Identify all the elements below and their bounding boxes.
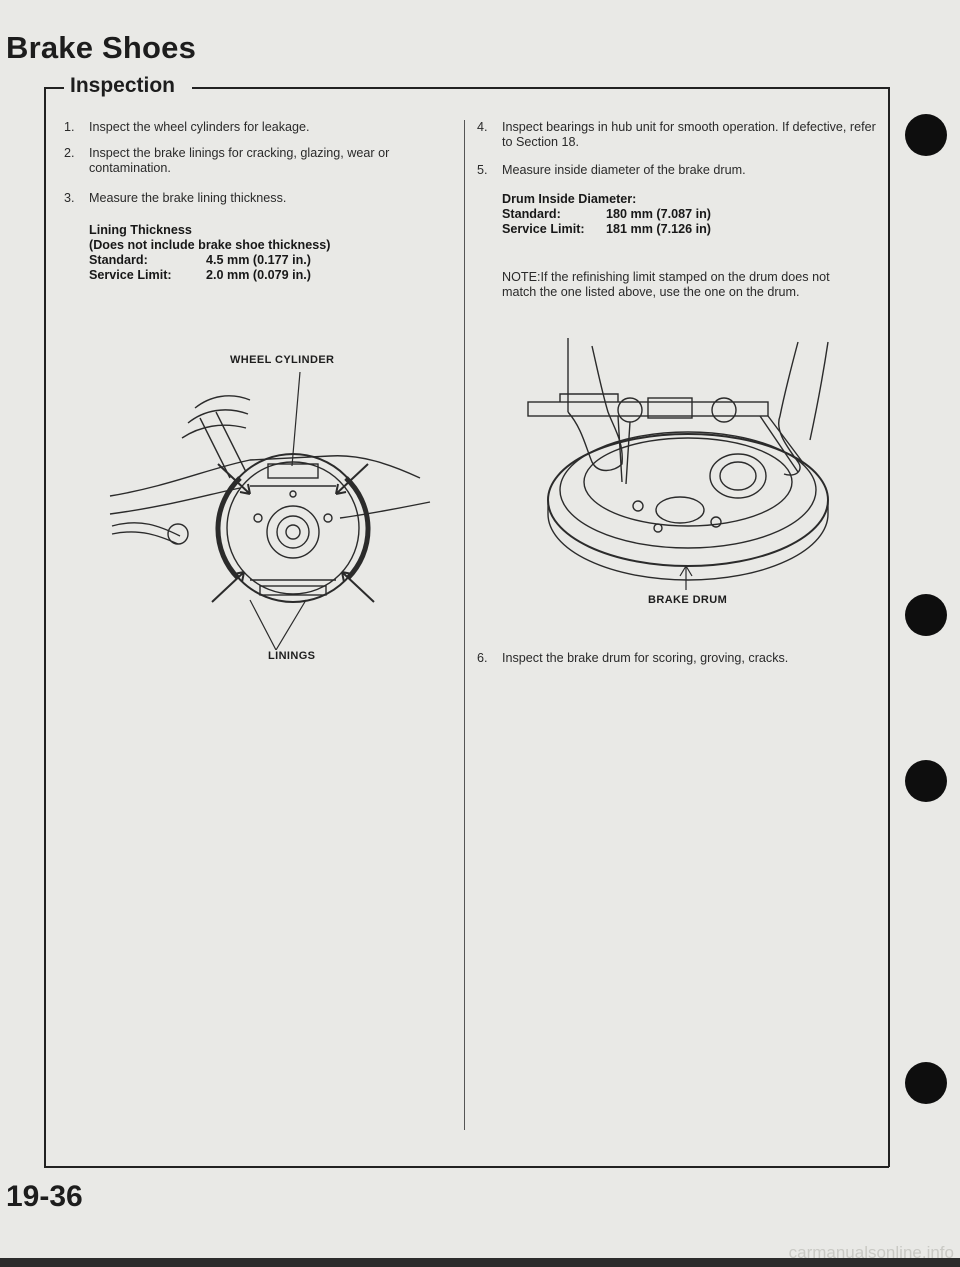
watermark: carmanualsonline.info <box>788 1243 954 1262</box>
step-text: Inspect the brake linings for cracking, glazing, wear or contamination. <box>89 146 390 175</box>
step-number: 4. <box>477 120 488 134</box>
refinishing-note: NOTE:If the refinishing limit stamped on the drum does not match the one listed above, use the one on the drum. <box>502 270 830 299</box>
label-wheel-cylinder: WHEEL CYLINDER <box>230 354 335 366</box>
step-number: 3. <box>64 191 75 205</box>
spec-label: Service Limit: <box>502 222 585 236</box>
spec-row-standard <box>502 207 877 222</box>
step-number: 1. <box>64 120 75 134</box>
left-column <box>64 120 452 320</box>
binder-hole-dot <box>905 760 947 802</box>
spec-label: Standard: <box>502 207 561 221</box>
frame-top-right <box>192 87 889 89</box>
spec-value: 4.5 mm (0.177 in.) <box>206 253 311 267</box>
spec-label: Standard: <box>89 253 148 267</box>
step-text: Inspect the brake drum for scoring, groving, cracks. <box>502 651 789 665</box>
lining-spec <box>89 223 454 283</box>
step-number: 6. <box>477 651 488 665</box>
step-number: 2. <box>64 146 75 160</box>
binder-hole-dot <box>905 594 947 636</box>
section-title: Inspection <box>70 74 176 97</box>
label-brake-drum: BRAKE DRUM <box>648 594 728 606</box>
spec-row-service-limit <box>502 222 877 237</box>
binder-hole-dot <box>905 1062 947 1104</box>
page-number: 19-36 <box>6 1180 83 1213</box>
brake-drum-illustration <box>498 332 858 590</box>
spec-label: Service Limit: <box>89 268 172 282</box>
spec-note: (Does not include brake shoe thickness) <box>89 238 331 252</box>
step-6 <box>477 651 877 667</box>
right-column <box>477 120 877 320</box>
step-text: Inspect the wheel cylinders for leakage. <box>89 120 310 134</box>
frame-right <box>888 87 890 1167</box>
spec-row-standard <box>89 253 454 268</box>
page-title: Brake Shoes <box>6 30 197 65</box>
spec-value: 2.0 mm (0.079 in.) <box>206 268 311 282</box>
spec-value: 181 mm (7.126 in) <box>606 222 711 236</box>
frame-bottom <box>44 1166 889 1168</box>
step-text: Measure inside diameter of the brake drum. <box>502 163 746 177</box>
binder-hole-dot <box>905 114 947 156</box>
spec-value: 180 mm (7.087 in) <box>606 207 711 221</box>
frame-left <box>44 87 46 1167</box>
drum-spec <box>502 192 877 237</box>
spec-heading: Lining Thickness <box>89 223 192 237</box>
label-linings: LININGS <box>268 650 316 662</box>
step-text: Inspect bearings in hub unit for smooth operation. If defective, refer to Section 18. <box>502 120 876 149</box>
step-text: Measure the brake lining thickness. <box>89 191 287 205</box>
brake-assembly-illustration <box>100 368 440 650</box>
frame-top-left <box>44 87 64 89</box>
step-number: 5. <box>477 163 488 177</box>
column-divider <box>464 120 465 1130</box>
spec-heading: Drum Inside Diameter: <box>502 192 637 206</box>
spec-row-service-limit <box>89 268 454 283</box>
